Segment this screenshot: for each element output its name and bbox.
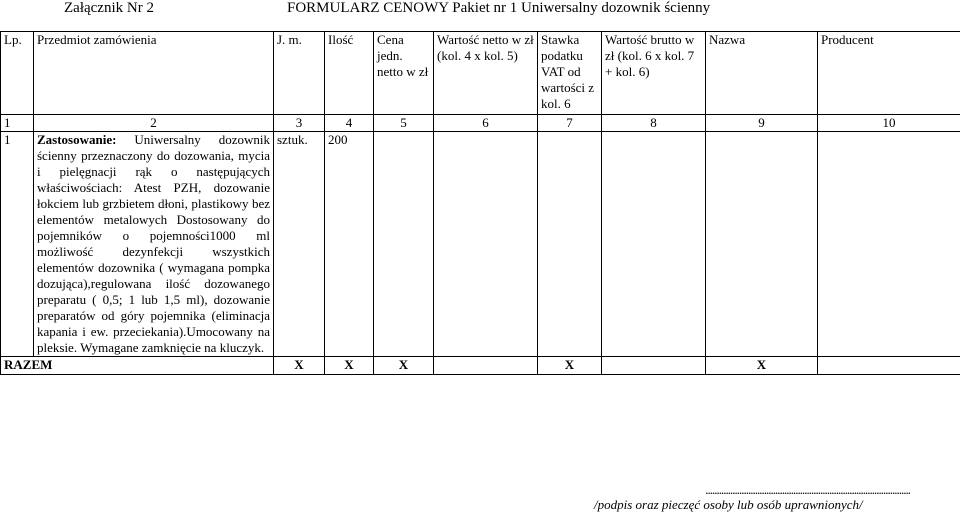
row-gross-value-cell[interactable] bbox=[602, 132, 706, 357]
total-x-price: X bbox=[374, 357, 434, 375]
col-header-lp: Lp. bbox=[1, 32, 34, 115]
total-x-unit: X bbox=[274, 357, 325, 375]
col-header-subject: Przedmiot zamówienia bbox=[34, 32, 274, 115]
col-number: 10 bbox=[818, 115, 960, 132]
row-unit-price-cell[interactable] bbox=[374, 132, 434, 357]
col-header-gross-value: Wartość brutto w zł (kol. 6 x kol. 7 + kol. 6) bbox=[602, 32, 706, 115]
col-number: 5 bbox=[374, 115, 434, 132]
row-lp: 1 bbox=[1, 132, 34, 357]
total-x-qty: X bbox=[325, 357, 374, 375]
row-description: Uniwersalny dozownik ścienny przeznaczony do dozowania, mycia i pielęgnacji rąk o następujących właściwościach: Atest PZH, dozowanie łokciem lub grzbietem dłoni, plastikowy bez elementów metalowych Dostosowany do pojemników o pojemności1000 ml możliwość dezynfekcji wszystkich elementów dozownika ( wymagana pompka dozująca),regulowana ilość dozowanego preparatu ( 0,5; 1 lub 1,5 ml), dozowanie preparatów od góry pojemnika (eliminacja kapania i ew. przeciekania).Umocowany na pleksie. Wymagane zamknięcie na kluczyk. bbox=[37, 132, 270, 355]
attachment-label: Załącznik Nr 2 bbox=[64, 0, 154, 16]
total-gross-value-cell[interactable] bbox=[602, 357, 706, 375]
row-producer-cell[interactable] bbox=[818, 132, 960, 357]
row-label: Zastosowanie: bbox=[37, 132, 117, 147]
total-x-name: X bbox=[706, 357, 818, 375]
table-row bbox=[1, 132, 960, 357]
col-header-unit: J. m. bbox=[274, 32, 325, 115]
col-header-name: Nazwa bbox=[706, 32, 818, 115]
column-headers-row bbox=[1, 32, 960, 115]
price-form-table bbox=[0, 31, 960, 375]
document-header bbox=[0, 0, 960, 30]
col-number: 2 bbox=[34, 115, 274, 132]
col-header-net-value: Wartość netto w zł (kol. 4 x kol. 5) bbox=[434, 32, 538, 115]
row-description-cell bbox=[34, 132, 274, 357]
total-label: RAZEM bbox=[1, 357, 274, 375]
col-number: 1 bbox=[1, 115, 34, 132]
total-producer-cell bbox=[818, 357, 960, 375]
col-header-producer: Producent bbox=[818, 32, 960, 115]
row-name-cell[interactable] bbox=[706, 132, 818, 357]
col-header-qty: Ilość bbox=[325, 32, 374, 115]
signature-caption: /podpis oraz pieczęć osoby lub osób uprawnionych/ bbox=[594, 497, 863, 512]
total-net-value-cell[interactable] bbox=[434, 357, 538, 375]
col-number: 8 bbox=[602, 115, 706, 132]
col-number: 6 bbox=[434, 115, 538, 132]
row-qty: 200 bbox=[325, 132, 374, 357]
col-number: 7 bbox=[538, 115, 602, 132]
total-row bbox=[1, 357, 960, 375]
col-header-unit-price: Cena jedn. netto w zł bbox=[374, 32, 434, 115]
col-number: 9 bbox=[706, 115, 818, 132]
row-unit: sztuk. bbox=[274, 132, 325, 357]
total-x-vat: X bbox=[538, 357, 602, 375]
col-number: 4 bbox=[325, 115, 374, 132]
form-title: FORMULARZ CENOWY Pakiet nr 1 Uniwersalny dozownik ścienny bbox=[287, 0, 711, 16]
signature-line: ........................................................................................... bbox=[705, 482, 910, 497]
col-header-vat: Stawka podatku VAT od wartości z kol. 6 bbox=[538, 32, 602, 115]
col-number: 3 bbox=[274, 115, 325, 132]
column-numbers-row bbox=[1, 115, 960, 132]
signature-block bbox=[594, 482, 910, 512]
row-net-value-cell[interactable] bbox=[434, 132, 538, 357]
row-vat-cell[interactable] bbox=[538, 132, 602, 357]
